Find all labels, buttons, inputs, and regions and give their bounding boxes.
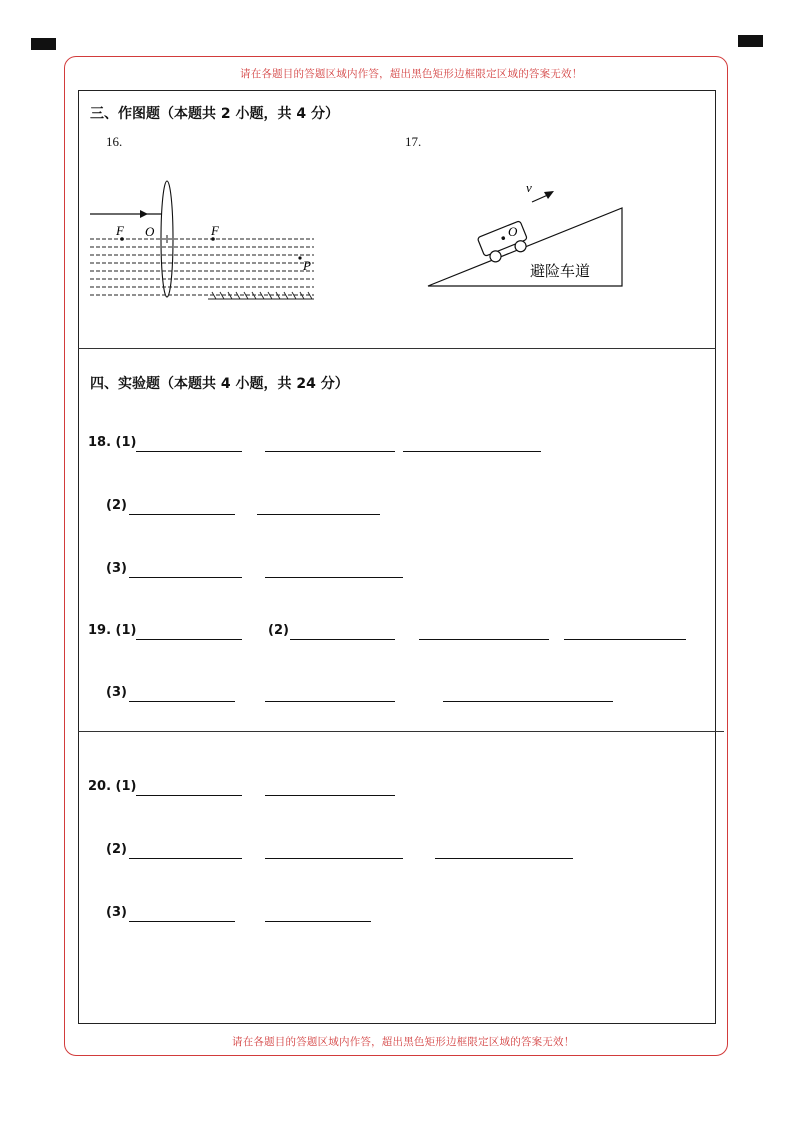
top-notice: 请在各题目的答题区域内作答，超出黑色矩形边框限定区域的答案无效！ — [240, 69, 583, 80]
water-surface-lines — [90, 239, 314, 295]
ramp-label: 避险车道 — [530, 262, 591, 280]
label-o-cart: O — [508, 224, 518, 239]
answer-blank[interactable] — [136, 639, 242, 640]
cart — [477, 221, 531, 266]
registration-mark-left — [31, 38, 56, 50]
answer-blank[interactable] — [129, 514, 235, 515]
lens-diagram — [88, 176, 320, 306]
q19-part-3 — [0, 685, 794, 705]
answer-blank[interactable] — [265, 701, 395, 702]
q18-part-2-label: (2) — [106, 498, 127, 513]
section-3-title: 三、作图题（本题共 2 小题，共 4 分） — [90, 106, 339, 122]
q18-part-2 — [0, 498, 794, 518]
runaway-ramp-diagram — [420, 172, 630, 294]
section-divider-1 — [78, 348, 716, 349]
answer-blank[interactable] — [265, 795, 395, 796]
q20-part-3-label: (3) — [106, 905, 127, 920]
point-p — [298, 256, 301, 259]
q18-part-3-label: (3) — [106, 561, 127, 576]
answer-blank[interactable] — [129, 701, 235, 702]
ground-hatch — [208, 292, 314, 299]
question-17-number: 17. — [405, 134, 422, 149]
bottom-notice: 请在各题目的答题区域内作答，超出黑色矩形边框限定区域的答案无效！ — [232, 1037, 575, 1048]
section-divider-2 — [78, 731, 724, 732]
q19-part-1-label: 19. (1) — [88, 623, 137, 638]
answer-blank[interactable] — [265, 921, 371, 922]
answer-blank[interactable] — [443, 701, 613, 702]
answer-blank[interactable] — [290, 639, 395, 640]
answer-blank[interactable] — [136, 451, 242, 452]
answer-blank[interactable] — [435, 858, 573, 859]
q20-part-2-label: (2) — [106, 842, 127, 857]
answer-blank[interactable] — [129, 858, 242, 859]
answer-blank[interactable] — [136, 795, 242, 796]
q18-part-1 — [0, 435, 794, 455]
q19-part-1 — [0, 623, 794, 643]
registration-mark-right — [738, 35, 763, 47]
ray-arrow — [140, 210, 148, 218]
answer-blank[interactable] — [564, 639, 686, 640]
label-f-right: F — [211, 223, 219, 238]
q20-part-1 — [0, 779, 794, 799]
velocity-arrow-head — [544, 191, 554, 199]
answer-blank[interactable] — [129, 921, 235, 922]
answer-blank[interactable] — [265, 451, 395, 452]
question-16-number: 16. — [106, 134, 123, 149]
answer-blank[interactable] — [403, 451, 541, 452]
q20-part-3 — [0, 905, 794, 925]
answer-blank[interactable] — [419, 639, 549, 640]
label-o: O — [145, 224, 155, 239]
answer-blank[interactable] — [265, 858, 403, 859]
q19-part-3-label: (3) — [106, 685, 127, 700]
answer-blank[interactable] — [265, 577, 403, 578]
q19-part-2-label: (2) — [268, 623, 289, 638]
label-f-left: F — [116, 223, 124, 238]
q20-part-1-label: 20. (1) — [88, 779, 137, 794]
label-v: v — [526, 180, 532, 195]
section-4-title: 四、实验题（本题共 4 小题，共 24 分） — [90, 376, 349, 392]
label-p: P — [303, 258, 311, 273]
answer-blank[interactable] — [129, 577, 242, 578]
q20-part-2 — [0, 842, 794, 862]
answer-blank[interactable] — [257, 514, 380, 515]
q18-part-1-label: 18. (1) — [88, 435, 137, 450]
q18-part-3 — [0, 561, 794, 581]
